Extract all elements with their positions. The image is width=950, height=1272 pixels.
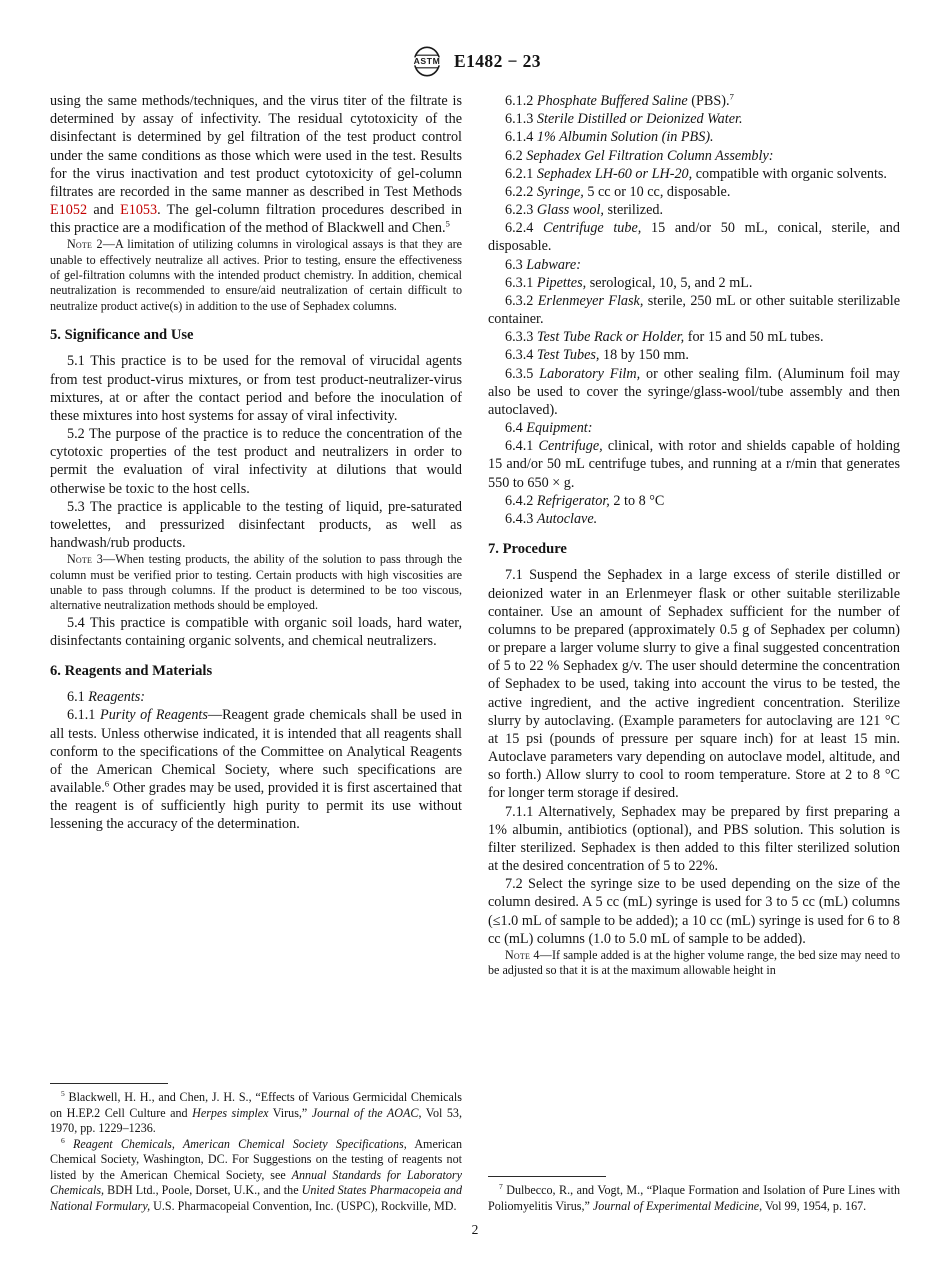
text-run: —Reagent grade chemicals shall be used in all tests. Unless otherwise indicated, it is intended that all reagents shall conform to the specifications of the Committee on Analytical Reagents of the American Chemical Society, where such specifications are available. bbox=[50, 707, 462, 797]
left-footnotes bbox=[50, 1077, 462, 1214]
text-run: using the same methods/techniques, and the virus titer of the filtrate is determined by assay of infectivity. The residual cytotoxicity of the disinfectant is determined by gel filtration of the test product control under the same conditions as those which were used in the test. Results for the virus inactivation and test product cytotoxicity of gel-column filtrates are recorded in the same manner as described in Test Methods bbox=[50, 93, 462, 200]
text-run: United States Pharmacopeia and National Formulary, bbox=[50, 1183, 462, 1213]
text-run: or other sealing film. (Aluminum foil may also be used to cover the syringe/glass-wool/tube assembly and then autoclaved). bbox=[488, 365, 900, 418]
note bbox=[50, 237, 462, 314]
text-run: 7.1 Suspend the Sephadex in a large excess of sterile distilled or deionized water in an Erlenmeyer flask or other suitable sterilizable container. Use an amount of Sephadex sufficient for the number of columns to be prepared (approximately 0.5 g of Sephadex per column) or prepare a larger volume slurry to give a final suggested concentration of 5 to 22 % Sephadex g/v. The user should determine the concentration of Sephadex to be used, taking into account the virus to be tested, the active ingredient, and the active ingredient concentration. Sterilize slurry by autoclaving. (Example parameters for autoclaving are 121 °C at 15 psi (pounds of pressure per square inch) for at least 15 min. Autoclave parameters vary depending on autoclave model, altitude, and so forth.) Allow slurry to cool to room temperature. Store at 2 to 8 °C for longer term storage if desired. bbox=[488, 567, 900, 802]
text-run: serological, 10, 5, and 2 mL. bbox=[586, 274, 753, 291]
page-footer bbox=[0, 1222, 950, 1238]
text-run: Sephadex Gel Filtration Column Assembly: bbox=[526, 147, 774, 164]
paragraph bbox=[488, 292, 900, 328]
text-run: 6.3.1 bbox=[505, 274, 537, 291]
text-run: 6.3.3 bbox=[505, 329, 537, 346]
text-run: 6.4.1 bbox=[505, 438, 539, 455]
astm-logo-text: ASTM bbox=[413, 55, 441, 66]
text-run: Pipettes, bbox=[536, 274, 587, 291]
paragraph bbox=[488, 92, 900, 110]
paragraph bbox=[50, 688, 462, 706]
text-run: . The gel-column filtration procedures described in this practice are a modification of the method of Blackwell and Chen. bbox=[50, 202, 462, 237]
text-run: Refrigerator, bbox=[536, 492, 610, 509]
text-run: 6.2.3 bbox=[505, 202, 537, 219]
footnote-marker: 7 bbox=[729, 92, 734, 102]
section-heading: 5. Significance and Use bbox=[50, 327, 194, 344]
text-run: Autoclave. bbox=[536, 510, 598, 527]
reference-link[interactable]: E1053 bbox=[120, 202, 158, 219]
text-run: Test Tubes, bbox=[536, 347, 600, 364]
text-run: , Vol 99, 1954, p. 167. bbox=[759, 1198, 867, 1213]
text-run: (PBS). bbox=[687, 93, 730, 109]
footnote-separator bbox=[488, 1176, 606, 1177]
text-run: Erlenmeyer Flask, bbox=[537, 292, 644, 309]
text-run: 6.1.3 bbox=[505, 111, 537, 128]
text-run: for 15 and 50 mL tubes. bbox=[684, 329, 824, 346]
paragraph bbox=[488, 346, 900, 364]
note-label: Note 3— bbox=[67, 552, 116, 567]
text-run: 5 cc or 10 cc, disposable. bbox=[583, 183, 731, 200]
paragraph bbox=[488, 803, 900, 876]
paragraph bbox=[488, 274, 900, 292]
footnote-marker: 7 bbox=[499, 1182, 503, 1192]
text-run: 6.3.4 bbox=[505, 347, 537, 364]
document-header bbox=[0, 46, 950, 77]
text-run: Journal of Experimental Medicine bbox=[592, 1198, 760, 1213]
paragraph bbox=[488, 256, 900, 274]
text-run: Equipment: bbox=[526, 420, 593, 437]
text-run: clinical, with rotor and shields capable of holding 15 and/or 50 mL centrifuge tubes, and running at a r/min that generates 550 to 650 × g. bbox=[488, 438, 900, 491]
paragraph bbox=[488, 147, 900, 165]
text-run: Sephadex LH-60 or LH-20, bbox=[536, 165, 693, 182]
text-run: sterilized. bbox=[603, 202, 664, 219]
right-column bbox=[488, 92, 900, 1214]
section-heading: 6. Reagents and Materials bbox=[50, 662, 213, 679]
paragraph bbox=[50, 614, 462, 650]
text-run: compatible with organic solvents. bbox=[692, 165, 887, 182]
paragraph bbox=[488, 365, 900, 420]
astm-logo-icon bbox=[409, 46, 445, 77]
text-run: 7.2 Select the syringe size to be used depending on the size of the column desired. A 5 cc (mL) syringe is used for 3 to 5 cc (mL) columns (≤1.0 mL of sample to be added); a 10 cc (mL) syringe is used for 6 to 8 cc (mL) columns (1.0 to 5.0 mL of sample to be added). bbox=[488, 876, 900, 947]
text-run: 6.4 bbox=[505, 420, 527, 437]
paragraph bbox=[488, 165, 900, 183]
text-run: 5.2 The purpose of the practice is to reduce the concentration of the cytotoxic properties of the test product and neutralizers in order to permit the evaluation of viral infectivity at dilutions that would otherwise be toxic to the host cells. bbox=[50, 426, 462, 497]
page-number: 2 bbox=[471, 1222, 479, 1237]
paragraph bbox=[488, 128, 900, 146]
text-run: Blackwell, H. H., and Chen, J. H. S., “Effects of Various Germicidal Chemicals on H.EP.2 Cell Culture and bbox=[50, 1090, 462, 1120]
right-footnotes-list bbox=[488, 1183, 900, 1214]
text-run: 1% Albumin Solution (in PBS). bbox=[536, 129, 714, 146]
text-run: 6.3.2 bbox=[505, 292, 538, 309]
text-run: 6.2.4 bbox=[505, 220, 544, 237]
footnote-marker: 6 bbox=[61, 1135, 65, 1145]
footnote-marker: 5 bbox=[445, 218, 450, 229]
text-run: 6.1.4 bbox=[505, 129, 537, 146]
text-run: BDH Ltd., Poole, Dorset, U.K., and the bbox=[104, 1183, 302, 1198]
text-run: 6.3 bbox=[505, 256, 527, 273]
paragraph bbox=[50, 706, 462, 833]
text-run: 6.3.5 bbox=[505, 365, 540, 382]
footnote bbox=[50, 1137, 462, 1214]
text-run: 6.2 bbox=[505, 147, 527, 164]
text-run: Centrifuge tube, bbox=[543, 220, 642, 237]
paragraph bbox=[488, 183, 900, 201]
footnote bbox=[488, 1183, 900, 1214]
left-footnotes-list bbox=[50, 1090, 462, 1214]
text-run: U.S. Pharmacopeial Convention, Inc. (USPC), Rockville, MD. bbox=[150, 1198, 457, 1213]
text-run: sterile, 250 mL or other suitable sterilizable container. bbox=[488, 292, 900, 328]
left-column-content bbox=[50, 92, 462, 834]
text-run: 6.2.1 bbox=[505, 165, 537, 182]
text-run: A limitation of utilizing columns in virological assays is that they are unable to effectively neutralize all actives. Prior to testing, ensure the effectiveness of gel-filtration columns with the intended product chemistry. In addition, chemical neutralization is recommended to ensure/aid neutralization of certain difficult to neutralize product active(s) in addition to the use of Sephadex columns. bbox=[50, 237, 462, 313]
paragraph bbox=[488, 875, 900, 948]
text-run: Labware: bbox=[526, 256, 581, 273]
text-run: 6.2.2 bbox=[505, 183, 537, 200]
footnote-separator bbox=[50, 1083, 168, 1084]
text-run: 6.4.3 bbox=[505, 510, 537, 527]
text-run: Journal of the AOAC bbox=[311, 1105, 419, 1120]
text-run: , Vol 53, 1970, pp. 1229–1236. bbox=[50, 1105, 462, 1136]
text-run: Herpes simplex bbox=[192, 1105, 269, 1120]
note-label: Note 4— bbox=[505, 947, 552, 962]
paragraph bbox=[488, 328, 900, 346]
left-column bbox=[50, 92, 462, 1214]
paragraph bbox=[488, 219, 900, 255]
section-heading: 7. Procedure bbox=[488, 541, 567, 558]
text-run: 5.1 This practice is to be used for the removal of virucidal agents from test product-virus mixtures, or from test product-neutralizer-virus mixtures, at or after the contact period and before the inoculation of these mixtures into host systems for assay of viral infectivity. bbox=[50, 353, 462, 424]
footnote-marker: 6 bbox=[104, 778, 110, 789]
text-run: Other grades may be used, provided it is first ascertained that the reagent is of sufficiently high purity to permit its use without lessening the accuracy of the determination. bbox=[50, 780, 462, 833]
note bbox=[50, 552, 462, 613]
text-run: 5.4 This practice is compatible with organic soil loads, hard water, disinfectants containing organic solvents, and chemical neutralizers. bbox=[50, 614, 462, 649]
text-run: 6.1.1 bbox=[67, 707, 101, 724]
note bbox=[488, 948, 900, 979]
text-run: Reagent Chemicals, American Chemical Society Specifications bbox=[72, 1136, 404, 1151]
text-run: Virus,” bbox=[268, 1105, 312, 1120]
text-run: 7.1.1 Alternatively, Sephadex may be prepared by first preparing a 1% albumin, antibiotics (optional), and PBS solution. This solution is filter sterilized. Sephadex is then added to this filter sterilized solution at the desired concentration of 5 to 22%. bbox=[488, 803, 900, 875]
text-run: 6.4.2 bbox=[505, 492, 537, 509]
text-run: Centrifuge, bbox=[538, 438, 603, 455]
footnote-marker: 5 bbox=[61, 1089, 65, 1099]
paragraph bbox=[488, 201, 900, 219]
text-run: Phosphate Buffered Saline bbox=[536, 93, 688, 109]
text-run: Annual Standards for Laboratory Chemicals, bbox=[50, 1167, 462, 1198]
text-run: Reagents: bbox=[88, 689, 146, 706]
text-run: 5.3 The practice is applicable to the testing of liquid, pre-saturated towelettes, and pressurized disinfectant products, as well as handwash/rub products. bbox=[50, 498, 462, 552]
text-run: 6.1 bbox=[67, 689, 89, 706]
text-run: Dulbecco, R., and Vogt, M., “Plaque Formation and Isolation of Pure Lines with Poliomyelitis Virus,” bbox=[488, 1183, 900, 1213]
paragraph bbox=[488, 437, 900, 492]
paragraph bbox=[50, 352, 462, 425]
text-run: 15 and/or 50 mL, conical, sterile, and disposable. bbox=[488, 220, 900, 255]
text-run: , American Chemical Society, Washington, DC. For Suggestions on the testing of reagents not listed by the American Chemical Society, see bbox=[50, 1136, 462, 1182]
text-run: Test Tube Rack or Holder, bbox=[536, 329, 685, 346]
right-footnotes bbox=[488, 1170, 900, 1214]
text-run: Purity of Reagents bbox=[100, 707, 208, 724]
text-run: Glass wool, bbox=[536, 202, 604, 219]
note-label: Note 2— bbox=[67, 237, 116, 252]
text-run: When testing products, the ability of the solution to pass through the column must be verified prior to testing. Certain products with high viscosities are unable to pass through columns. If the product is determined to be too viscous, alternative neutralization methods should be employed. bbox=[50, 552, 462, 613]
text-run: 18 by 150 mm. bbox=[599, 347, 689, 364]
paragraph bbox=[488, 566, 900, 802]
text-run: Sterile Distilled or Deionized Water. bbox=[536, 111, 743, 128]
text-run: and bbox=[87, 202, 121, 219]
document-body bbox=[50, 92, 900, 1214]
reference-link[interactable]: E1052 bbox=[50, 202, 88, 219]
document-code: E1482 − 23 bbox=[454, 51, 541, 71]
paragraph bbox=[488, 510, 900, 528]
right-column-content bbox=[488, 92, 900, 979]
text-run: Laboratory Film, bbox=[539, 365, 641, 382]
text-run: 2 to 8 °C bbox=[609, 492, 665, 509]
footnote bbox=[50, 1090, 462, 1136]
paragraph bbox=[488, 419, 900, 437]
text-run: Syringe, bbox=[536, 183, 584, 200]
text-run bbox=[65, 1137, 73, 1151]
text-run: If sample added is at the higher volume range, the bed size may need to be adjusted so that it is at the maximum allowable height in bbox=[488, 947, 900, 978]
paragraph bbox=[50, 425, 462, 498]
paragraph bbox=[50, 92, 462, 237]
paragraph bbox=[488, 110, 900, 128]
text-run: 6.1.2 bbox=[505, 93, 537, 109]
paragraph bbox=[50, 498, 462, 553]
paragraph bbox=[488, 492, 900, 510]
